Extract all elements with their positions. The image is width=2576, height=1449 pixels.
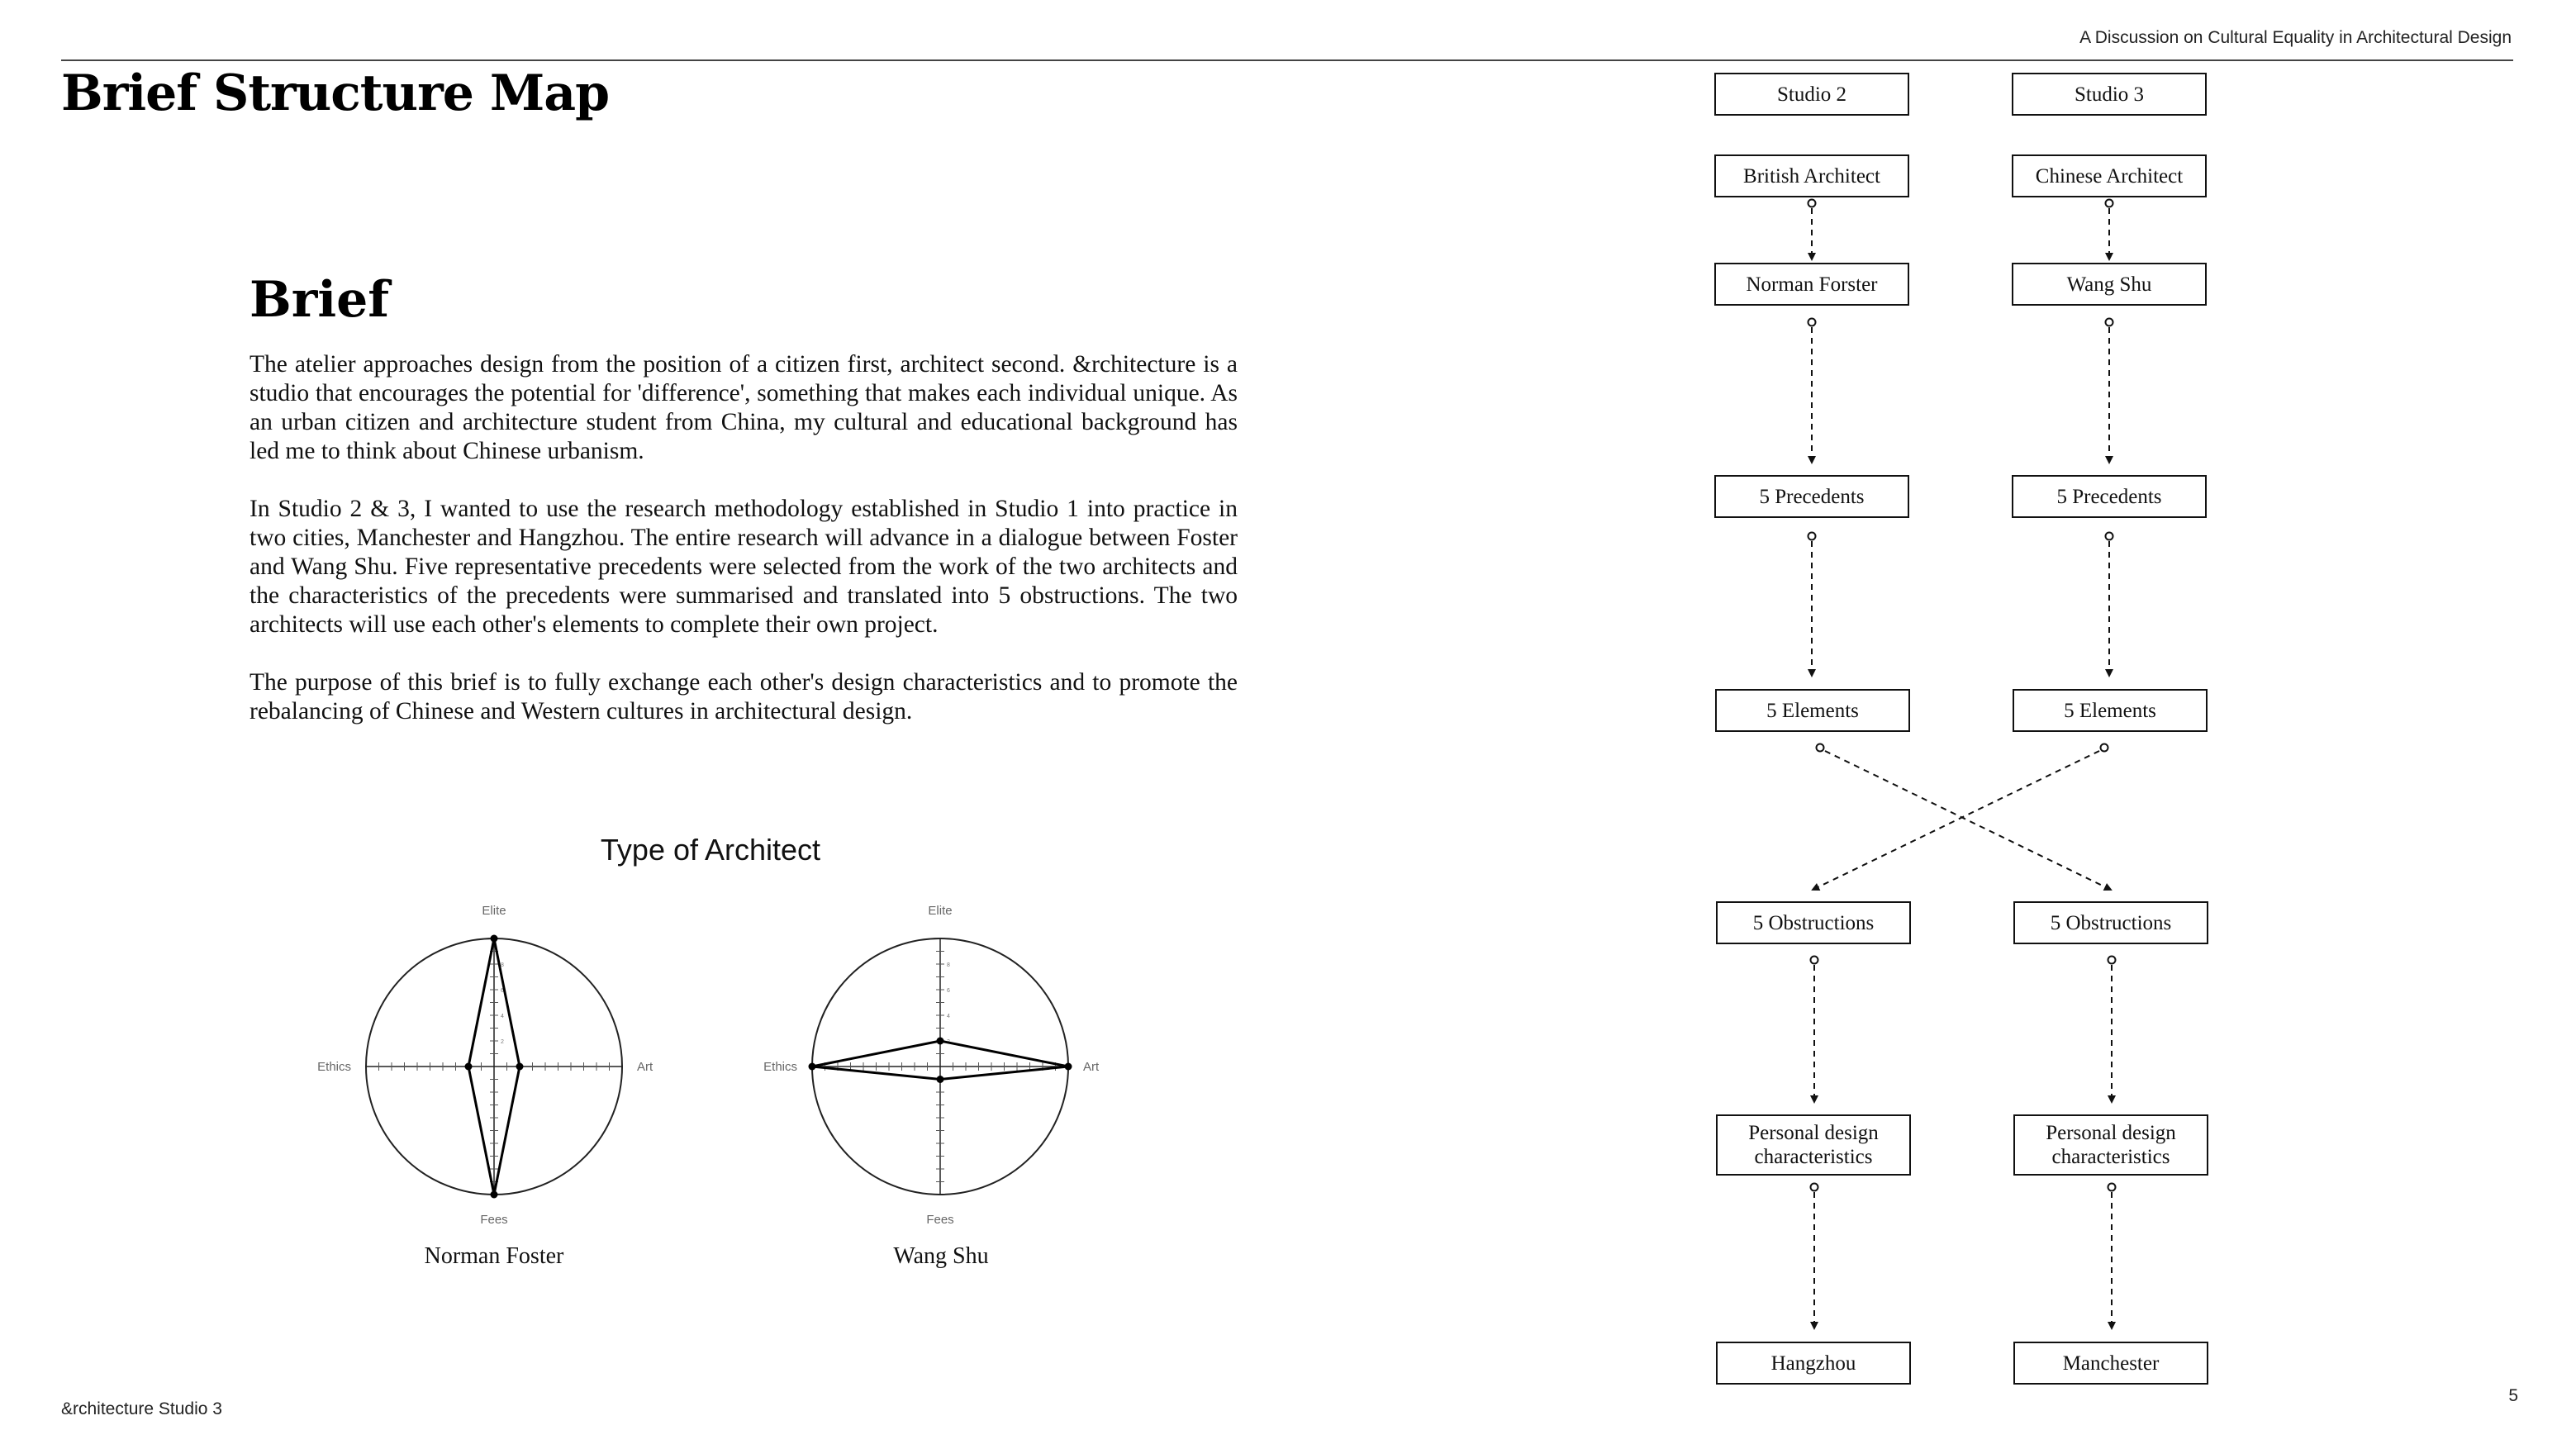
connector-dot [2108,957,2116,964]
node-characteristics-studio-2: Personal design characteristics [1716,1114,1911,1176]
radar-tick-label: 2 [947,1039,950,1045]
connector-dot [1811,957,1818,964]
type-of-architect-heading: Type of Architect [600,833,821,867]
node-studio-3: Studio 3 [2012,73,2207,116]
connector-dot [1808,200,1816,207]
radar-tick-label: 6 [947,988,950,994]
radar-point [1065,1063,1072,1071]
brief-paragraph: In Studio 2 & 3, I wanted to use the research methodology established in Studio 1 into practice in two cities, Manchester and Hangzhou. The entire research will advance in a dialogue between Foster and Wang Shu. Five representative precedents were selected from the work of the two architects and the characteristics of the precedents were summarised and translated into 5 obstructions. The two architects will use each other's elements to complete their own project. [250,496,1238,638]
connector-dot [2106,319,2113,326]
radar-tick-label: 4 [501,1014,504,1019]
page-number: 5 [2508,1386,2518,1405]
radar-point [491,1191,498,1199]
connector-dot [1811,1184,1818,1191]
radar-point [937,1038,944,1045]
radar-name-norman-foster: Norman Foster [424,1243,564,1269]
radar-tick-label: 6 [501,988,504,994]
brief-body [250,350,1238,755]
connector-dot [1817,744,1824,752]
brief-heading: Brief [250,271,390,329]
axis-label-fees: Fees [926,1213,954,1227]
axis-label-elite: Elite [928,904,953,918]
connector-arrow-cross [1825,751,2111,890]
radar-name-wang-shu: Wang Shu [893,1243,989,1269]
brief-paragraph: The purpose of this brief is to fully exchange each other's design characteristics and to promote the rebalancing of Chinese and Western cultures in architectural design. [250,669,1238,724]
axis-label-ethics: Ethics [317,1060,351,1074]
node-hangzhou: Hangzhou [1716,1342,1911,1385]
axis-label-ethics: Ethics [763,1060,797,1074]
connector-dot [2108,1184,2116,1191]
radar-chart-wang-shu [750,896,1130,1243]
footer-studio-label: &rchitecture Studio 3 [61,1399,222,1418]
node-obstructions-studio-2: 5 Obstructions [1716,901,1911,944]
node-precedents-studio-2: 5 Precedents [1714,475,1909,518]
radar-tick-label: 8 [501,962,504,968]
connector-dot [1808,319,1816,326]
node-chinese-architect: Chinese Architect [2012,154,2207,197]
node-studio-2: Studio 2 [1714,73,1909,116]
node-british-architect: British Architect [1714,154,1909,197]
node-obstructions-studio-3: 5 Obstructions [2013,901,2208,944]
page-title: Brief Structure Map [61,64,610,122]
node-elements-studio-3: 5 Elements [2013,689,2208,732]
radar-point [809,1063,816,1071]
node-norman-forster: Norman Forster [1714,263,1909,306]
axis-label-fees: Fees [480,1213,508,1227]
axis-label-art: Art [637,1060,654,1074]
radar-tick-label: 4 [947,1014,950,1019]
radar-point [937,1076,944,1083]
node-elements-studio-2: 5 Elements [1715,689,1910,732]
header-title: A Discussion on Cultural Equality in Architectural Design [2079,28,2512,47]
connector-dot [2106,533,2113,540]
connector-dot [2106,200,2113,207]
axis-label-art: Art [1083,1060,1100,1074]
node-characteristics-studio-3: Personal design characteristics [2013,1114,2208,1176]
node-wang-shu: Wang Shu [2012,263,2207,306]
header-divider [61,59,2513,61]
connector-dot [2101,744,2108,752]
radar-point [516,1063,524,1071]
node-manchester: Manchester [2013,1342,2208,1385]
connector-dot [1808,533,1816,540]
brief-paragraph: The atelier approaches design from the position of a citizen first, architect second. &rchitecture is a studio that encourages the potential for 'difference', something that makes each individual unique. As an urban citizen and architecture student from China, my cultural and educational background has led me to think about Chinese urbanism. [250,351,1238,464]
radar-point [465,1063,473,1071]
radar-tick-label: 8 [947,962,950,968]
connector-arrow-cross [1813,751,2099,890]
radar-tick-label: 2 [501,1039,504,1045]
axis-label-elite: Elite [482,904,506,918]
radar-point [491,935,498,943]
radar-chart-norman-foster [304,896,684,1243]
node-precedents-studio-3: 5 Precedents [2012,475,2207,518]
